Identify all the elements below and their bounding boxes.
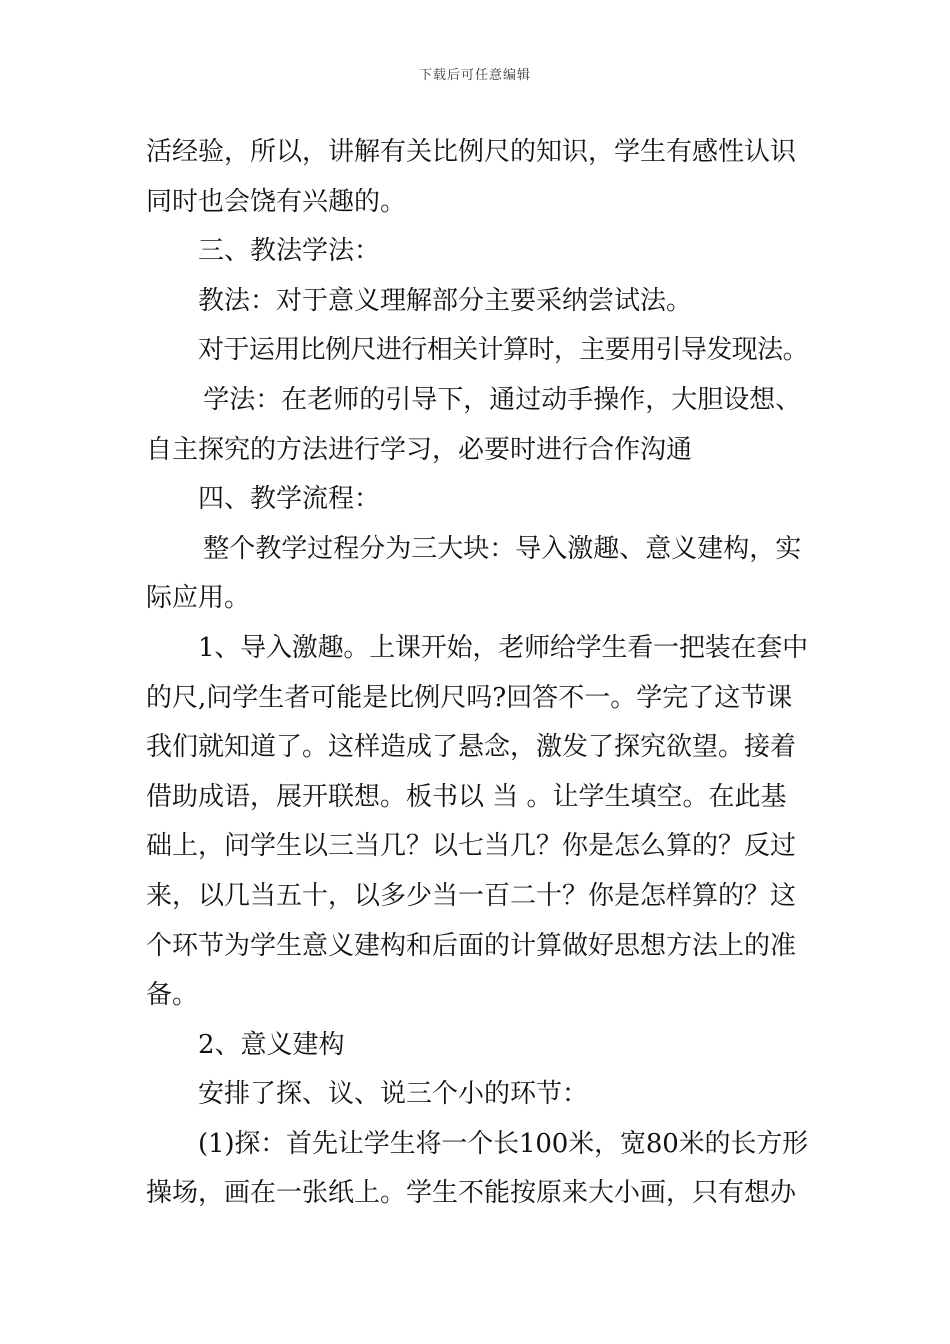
text-line: 对于运用比例尺进行相关计算时，主要用引导发现法。 [198,335,808,366]
text-line: 备。 [146,980,199,1011]
text-line: 四、教学流程： [198,484,381,515]
text-line: 安排了探、议、说三个小的环节： [198,1079,589,1110]
text-line: 学法：在老师的引导下，通过动手操作，大胆设想、 [203,384,802,415]
text-line: 础上，问学生以三当几？以七当几？你是怎么算的？反过 [146,831,797,862]
text-line: 自主探究的方法进行学习，必要时进行合作沟通 [146,434,693,465]
document-body [146,128,808,1219]
text-line: 际应用。 [146,583,251,614]
text-line: 操场，画在一张纸上。学生不能按原来大小画，只有想办 [146,1178,797,1209]
text-line: 教法：对于意义理解部分主要采纳尝试法。 [198,285,693,316]
text-line: 的尺,问学生者可能是比例尺吗?回答不一。学完了这节课 [146,682,793,713]
text-line: 整个教学过程分为三大块：导入激趣、意义建构，实 [203,533,802,564]
text-line: 活经验，所以，讲解有关比例尺的知识，学生有感性认识 [146,137,797,167]
text-line: 同时也会饶有兴趣的。 [146,186,407,217]
text-line: 来，以几当五十，以多少当一百二十？你是怎样算的？这 [146,880,797,911]
text-line: 2、意义建构 [198,1029,345,1060]
text-line: 个环节为学生意义建构和后面的计算做好思想方法上的准 [146,930,797,961]
text-line: 借助成语，展开联想。板书以 当 。让学生填空。在此基 [146,781,787,812]
text-line: 1、导入激趣。上课开始，老师给学生看一把装在套中 [198,632,808,663]
page-header: 下载后可任意编辑 [418,68,531,83]
text-line: (1)探：首先让学生将一个长100米，宽80米的长方形 [198,1128,808,1159]
text-line: 我们就知道了。这样造成了悬念，激发了探究欲望。接着 [146,732,797,763]
text-line: 三、教法学法： [198,236,381,267]
